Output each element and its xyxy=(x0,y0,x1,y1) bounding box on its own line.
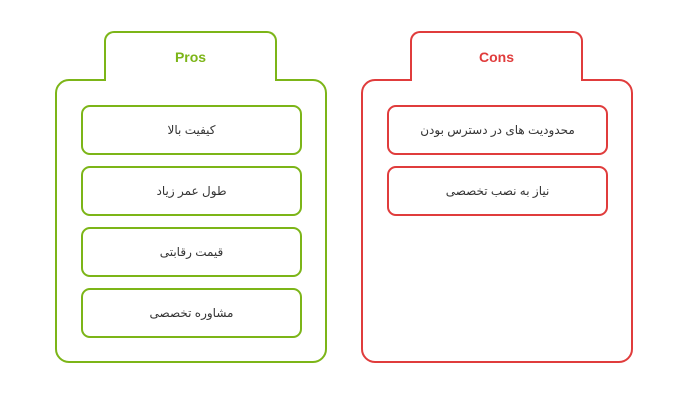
cons-title: Cons xyxy=(479,49,514,65)
cons-header-tab xyxy=(410,31,583,81)
pros-item xyxy=(81,166,302,216)
pros-item-label: کیفیت بالا xyxy=(167,123,216,137)
cons-item-label: نیاز به نصب تخصصی xyxy=(445,184,550,198)
pros-panel xyxy=(55,79,327,363)
pros-item-label: مشاوره تخصصی xyxy=(149,306,234,320)
cons-item xyxy=(387,166,608,216)
cons-panel xyxy=(361,79,633,363)
pros-item xyxy=(81,227,302,277)
pros-header-tab xyxy=(104,31,277,81)
cons-item xyxy=(387,105,608,155)
pros-item xyxy=(81,105,302,155)
pros-item xyxy=(81,288,302,338)
cons-item-label: محدودیت های در دسترس بودن xyxy=(420,123,575,137)
pros-title: Pros xyxy=(174,49,207,65)
pros-item-label: طول عمر زیاد xyxy=(156,184,227,198)
pros-item-label: قیمت رقابتی xyxy=(159,245,224,259)
